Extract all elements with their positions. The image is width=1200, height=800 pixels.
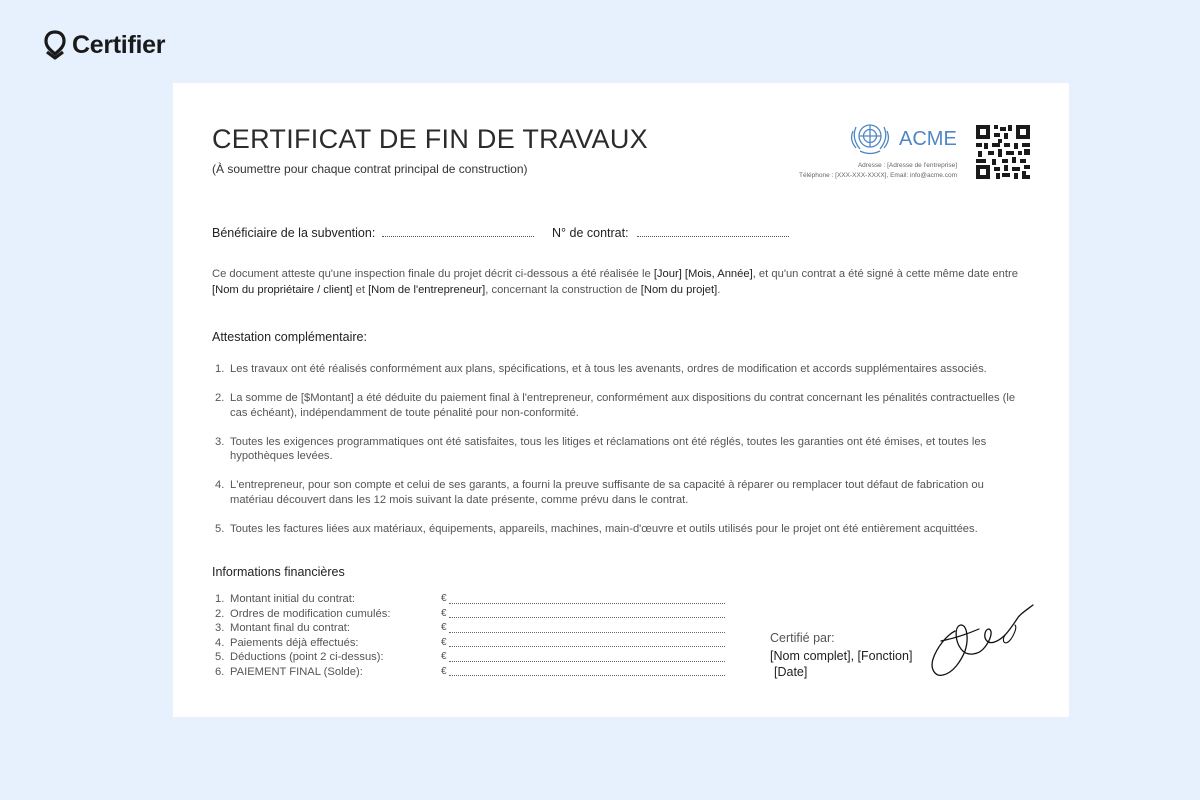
financial-row-blank-line[interactable] bbox=[449, 593, 725, 604]
attestation-list bbox=[215, 362, 1025, 536]
financial-row-label: Ordres de modification cumulés: bbox=[230, 607, 391, 620]
certificate-document bbox=[173, 83, 1069, 717]
beneficiary-label: Bénéficiaire de la subvention: bbox=[212, 226, 376, 240]
list-item-number: 5. bbox=[215, 522, 225, 535]
intro-day-placeholder: [Jour] bbox=[653, 268, 682, 280]
company-phone-email: Téléphone : [XXX-XXX-XXXX], Email: info@acme.com bbox=[799, 172, 957, 179]
intro-contractor-placeholder: [Nom de l'entrepreneur] bbox=[368, 284, 486, 296]
financial-row-blank-line[interactable] bbox=[449, 651, 725, 662]
signature-icon bbox=[921, 595, 1037, 685]
certified-by-label: Certifié par: bbox=[770, 631, 835, 645]
intro-month-year-placeholder: [Mois, Année] bbox=[684, 268, 753, 280]
financial-row-number: 4. bbox=[215, 636, 225, 649]
intro-text: . bbox=[717, 284, 721, 296]
currency-symbol: € bbox=[441, 665, 447, 677]
financial-row bbox=[215, 607, 725, 622]
financial-row-label: Montant final du contrat: bbox=[230, 622, 351, 634]
beneficiary-blank-line[interactable] bbox=[382, 224, 534, 237]
company-contact bbox=[799, 161, 957, 181]
certifier-brand bbox=[44, 30, 165, 60]
financial-row-number: 1. bbox=[215, 593, 225, 605]
financial-row-label: Paiements déjà effectués: bbox=[230, 636, 359, 649]
certification-date: [Date] bbox=[774, 665, 808, 679]
intro-text: et bbox=[352, 284, 369, 296]
certifier-name-title: [Nom complet], [Fonction] bbox=[770, 649, 913, 663]
contract-number-field bbox=[552, 224, 789, 240]
intro-text: , et qu'un contrat a été signé à cette même date entre bbox=[752, 268, 1018, 280]
financial-row bbox=[215, 665, 725, 680]
currency-symbol: € bbox=[441, 593, 447, 604]
financial-row-blank-line[interactable] bbox=[449, 607, 725, 618]
financial-row-label: PAIEMENT FINAL (Solde): bbox=[230, 665, 363, 678]
contract-number-blank-line[interactable] bbox=[637, 224, 789, 237]
currency-symbol: € bbox=[441, 622, 447, 633]
financial-row-number: 6. bbox=[215, 665, 225, 678]
financial-row bbox=[215, 621, 725, 636]
brand-name: Certifier bbox=[72, 30, 166, 59]
list-item-number: 4. bbox=[215, 479, 225, 491]
intro-owner-placeholder: [Nom du propriétaire / client] bbox=[212, 284, 353, 296]
list-item-text: Toutes les exigences programmatiques ont été satisfaites, tous les litiges et réclamations ont été réglés, toutes les garanties ont été émises, et toutes les hypothèques levées. bbox=[230, 435, 987, 462]
list-item bbox=[215, 391, 1025, 420]
financial-row bbox=[215, 650, 725, 665]
financial-row-number: 5. bbox=[215, 651, 225, 663]
financial-row-label: Déductions (point 2 ci-dessus): bbox=[230, 651, 384, 663]
qr-code-icon bbox=[976, 125, 1030, 179]
un-emblem-icon bbox=[846, 118, 894, 158]
company-address: Adresse : [Adresse de l'entreprise] bbox=[857, 162, 957, 169]
list-item-number: 1. bbox=[215, 363, 225, 375]
list-item bbox=[215, 522, 1025, 537]
financial-row-blank-line[interactable] bbox=[449, 636, 725, 647]
intro-text: , concernant la construction de bbox=[485, 284, 641, 296]
certifier-logo-icon bbox=[44, 30, 66, 60]
list-item bbox=[215, 478, 1025, 507]
list-item-text: Toutes les factures liées aux matériaux, équipements, appareils, machines, main-d'œuvre et outils utilisés pour le projet ont été entièrement acquittées. bbox=[230, 522, 978, 535]
list-item-text: Les travaux ont été réalisés conformément aux plans, spécifications, et à tous les avenants, ordres de modification et accords supplémentaires associés. bbox=[230, 363, 987, 375]
company-name: ACME bbox=[899, 128, 957, 150]
currency-symbol: € bbox=[441, 636, 447, 648]
financial-row bbox=[215, 636, 725, 651]
list-item bbox=[215, 362, 1025, 377]
beneficiary-field bbox=[212, 224, 534, 240]
list-item-number: 3. bbox=[215, 435, 225, 448]
list-item-text: La somme de [$Montant] a été déduite du paiement final à l'entrepreneur, conformément aux dispositions du contrat concernant les pénalités contractuelles (le cas échéant), indépendamment de toute pénalité pour non-conformité. bbox=[230, 392, 1016, 419]
financial-row-number: 3. bbox=[215, 622, 225, 634]
currency-symbol: € bbox=[441, 607, 447, 619]
financial-row-label: Montant initial du contrat: bbox=[230, 593, 355, 605]
financial-row bbox=[215, 592, 725, 607]
intro-text: Ce document atteste qu'une inspection finale du projet décrit ci-dessous a été réalisée le bbox=[212, 268, 654, 280]
financial-row-blank-line[interactable] bbox=[449, 622, 725, 633]
financial-list bbox=[215, 592, 725, 679]
financial-row-blank-line[interactable] bbox=[449, 665, 725, 676]
certificate-title: CERTIFICAT DE FIN DE TRAVAUX bbox=[212, 124, 648, 154]
financial-heading: Informations financières bbox=[212, 565, 345, 579]
currency-symbol: € bbox=[441, 651, 447, 662]
attestation-heading: Attestation complémentaire: bbox=[212, 330, 367, 344]
financial-row-number: 2. bbox=[215, 607, 225, 620]
intro-project-placeholder: [Nom du projet] bbox=[640, 284, 718, 296]
intro-paragraph bbox=[212, 266, 1032, 298]
list-item-text: L'entrepreneur, pour son compte et celui de ses garants, a fourni la preuve suffisante de sa capacité à réparer ou remplacer tout défaut de fabrication ou matériau découvert dans les 12 mois suivant la date présente, comme prévu dans le contrat. bbox=[230, 479, 984, 506]
list-item-number: 2. bbox=[215, 392, 225, 404]
list-item bbox=[215, 435, 1025, 464]
contract-number-label: N° de contrat: bbox=[552, 226, 629, 240]
certificate-subtitle: (À soumettre pour chaque contrat principal de construction) bbox=[212, 162, 528, 176]
